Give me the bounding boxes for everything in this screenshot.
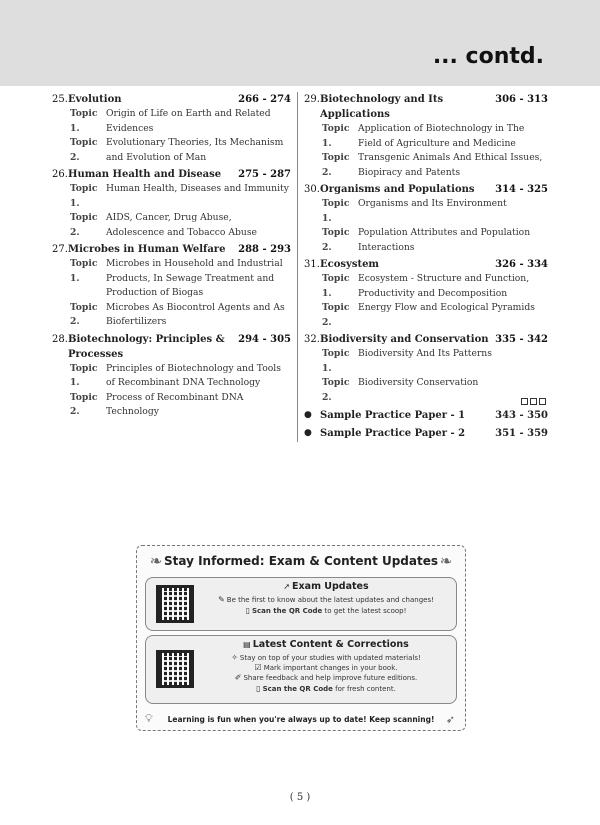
content-scan-line: ▯ Scan the QR Code for fresh content.	[256, 684, 396, 693]
chapter-pages: 326 - 334	[495, 259, 548, 270]
chapter-heading	[52, 167, 291, 182]
topic-text: Population Attributes and Population Interactions	[358, 227, 531, 253]
chapter-heading	[304, 92, 548, 122]
topic-row	[52, 362, 291, 391]
topic-label: Topic 2.	[70, 301, 98, 327]
content-line: ✐ Share feedback and help improve future editions.	[234, 673, 418, 682]
books-icon: ▤	[243, 640, 251, 649]
content-heading: ▤ Latest Content & Corrections	[243, 639, 409, 650]
toc-chapter[interactable]	[304, 92, 548, 180]
bullet-icon: ●	[304, 410, 312, 420]
chapter-title: Biotechnology: Principles & Processes	[68, 333, 225, 360]
decor-icon: ❧	[439, 552, 453, 570]
practice-paper-title: Sample Practice Paper - 2	[320, 428, 466, 439]
topic-row	[52, 182, 291, 211]
practice-paper-item[interactable]	[304, 407, 548, 424]
contd-label: ... contd.	[432, 44, 544, 69]
chapter-number: 30.	[304, 184, 320, 195]
page-number: ( 5 )	[289, 792, 311, 803]
chapter-number: 27.	[52, 244, 68, 255]
topic-text: Principles of Biotechnology and Tools of Recombinant DNA Technology	[106, 362, 281, 388]
chapter-heading	[304, 182, 548, 197]
chapter-heading	[52, 92, 291, 107]
topic-text: Microbes in Household and Industrial Products, In Sewage Treatment and Production of Biogas	[106, 258, 283, 298]
sparkle-icon: ✧	[231, 653, 238, 662]
content-updates-panel	[145, 635, 457, 704]
rocket-icon: ➶	[445, 713, 455, 726]
check-icon: ☑	[254, 663, 262, 672]
chapter-pages: 275 - 287	[238, 169, 291, 180]
chapter-heading	[304, 257, 548, 272]
chapter-number: 29.	[304, 94, 320, 105]
topic-row	[52, 107, 291, 136]
topic-label: Topic 1.	[322, 198, 350, 224]
exam-updates-heading: ➚ Exam Updates	[283, 581, 369, 592]
topic-row	[304, 122, 548, 151]
chapter-number: 25.	[52, 94, 68, 105]
topic-text: Microbes As Biocontrol Agents and As Biofertilizers	[106, 301, 285, 327]
chapter-title: Biotechnology and Its Applications	[320, 94, 444, 120]
table-of-contents	[52, 92, 548, 442]
phone-icon: ▯	[256, 684, 261, 693]
topic-label: Topic 1.	[322, 123, 350, 149]
topic-text: Transgenic Animals And Ethical Issues, Biopiracy and Patents	[358, 152, 543, 178]
topic-row	[52, 391, 291, 420]
topic-row	[304, 301, 548, 330]
topic-row	[304, 376, 548, 405]
topic-row	[52, 257, 291, 301]
rocket-icon: ➚	[283, 582, 291, 591]
toc-chapter[interactable]	[304, 257, 548, 330]
topic-label: Topic 2.	[70, 137, 98, 163]
header-band	[0, 0, 600, 86]
chapter-title: Biodiversity and Conservation	[320, 334, 489, 345]
chapter-pages: 314 - 325	[495, 184, 548, 195]
topic-text: Energy Flow and Ecological Pyramids	[358, 302, 535, 313]
decor-icon: ❧	[149, 552, 163, 570]
practice-paper-item[interactable]	[304, 425, 548, 442]
chapter-pages: 306 - 313	[495, 94, 548, 105]
topic-label: Topic 1.	[70, 183, 98, 209]
topic-label: Topic 2.	[70, 391, 98, 417]
megaphone-icon: ✎	[218, 595, 225, 604]
topic-text: Process of Recombinant DNA Technology	[106, 391, 244, 417]
qr-code-icon[interactable]	[156, 585, 194, 623]
exam-scan-line: ▯ Scan the QR Code to get the latest scoop!	[245, 606, 407, 615]
toc-left-column	[52, 92, 298, 442]
topic-row	[52, 136, 291, 165]
updates-footer: Learning is fun when you're always up to date! Keep scanning!	[167, 715, 435, 724]
chapter-title: Organisms and Populations	[320, 184, 475, 195]
chapter-heading	[52, 332, 291, 362]
topic-text: Organisms and Its Environment	[358, 198, 507, 209]
toc-chapter[interactable]	[304, 332, 548, 405]
practice-paper-pages: 343 - 350	[495, 410, 548, 421]
chapter-pages: 335 - 342	[495, 334, 548, 345]
toc-chapter[interactable]	[52, 332, 291, 420]
phone-icon: ▯	[245, 606, 250, 615]
updates-box	[136, 545, 466, 731]
updates-title: Stay Informed: Exam & Content Updates	[163, 554, 439, 568]
topic-text: Origin of Life on Earth and Related Evidences	[106, 108, 271, 134]
topic-text: Application of Biotechnology in The Field of Agriculture and Medicine	[358, 123, 525, 149]
topic-label: Topic 1.	[322, 273, 350, 299]
chapter-number: 28.	[52, 333, 68, 345]
chapter-pages: 266 - 274	[238, 94, 291, 105]
topic-text: Evolutionary Theories, Its Mechanism and Evolution of Man	[106, 137, 284, 163]
qr-code-icon[interactable]	[156, 650, 194, 688]
topic-row	[52, 211, 291, 240]
topic-label: Topic 2.	[322, 152, 350, 178]
chapter-title: Microbes in Human Welfare	[68, 244, 226, 255]
chapter-title: Evolution	[68, 94, 122, 105]
toc-chapter[interactable]	[52, 92, 291, 165]
topic-label: Topic 1.	[70, 362, 98, 388]
chapter-pages: 294 - 305	[238, 333, 291, 345]
chapter-heading	[52, 242, 291, 257]
topic-label: Topic 1.	[70, 108, 98, 134]
toc-right-column	[298, 92, 548, 442]
topic-text: Ecosystem - Structure and Function, Productivity and Decomposition	[358, 273, 530, 299]
topic-text: Human Health, Diseases and Immunity	[106, 183, 289, 194]
chapter-title: Human Health and Disease	[68, 169, 222, 180]
exam-updates-panel	[145, 577, 457, 631]
practice-paper-pages: 351 - 359	[495, 428, 548, 439]
chapter-number: 26.	[52, 169, 68, 180]
topic-row	[304, 272, 548, 301]
pencil-icon: ✐	[234, 673, 242, 682]
bullet-icon: ●	[304, 428, 312, 438]
lightbulb-icon: 💡︎	[145, 712, 153, 725]
chapter-pages: 288 - 293	[238, 244, 291, 255]
chapter-number: 32.	[304, 334, 320, 345]
toc-chapter[interactable]	[52, 167, 291, 240]
topic-label: Topic 1.	[70, 258, 98, 284]
topic-row	[304, 226, 548, 255]
topic-label: Topic 2.	[70, 212, 98, 238]
topic-label: Topic 2.	[322, 227, 350, 253]
topic-text: Biodiversity And Its Patterns	[358, 348, 492, 359]
topic-text: Biodiversity Conservation	[358, 377, 479, 388]
topic-label: Topic 1.	[322, 348, 350, 374]
topic-row	[304, 347, 548, 376]
topic-row	[304, 151, 548, 180]
practice-paper-title: Sample Practice Paper - 1	[320, 410, 466, 421]
topic-label: Topic 2.	[322, 302, 350, 328]
content-line: ✧ Stay on top of your studies with updated materials!	[231, 653, 421, 662]
toc-chapter[interactable]	[304, 182, 548, 255]
chapter-heading	[304, 332, 548, 347]
chapter-title: Ecosystem	[320, 259, 380, 270]
topic-row	[52, 301, 291, 330]
toc-chapter[interactable]	[52, 242, 291, 330]
content-line: ☑ Mark important changes in your book.	[254, 663, 398, 672]
topic-label: Topic 2.	[322, 377, 350, 403]
end-marks	[521, 398, 546, 405]
exam-line: ✎ Be the first to know about the latest updates and changes!	[218, 595, 434, 604]
topic-row	[304, 197, 548, 226]
chapter-number: 31.	[304, 259, 320, 270]
topic-text: AIDS, Cancer, Drug Abuse, Adolescence and Tobacco Abuse	[106, 212, 257, 238]
